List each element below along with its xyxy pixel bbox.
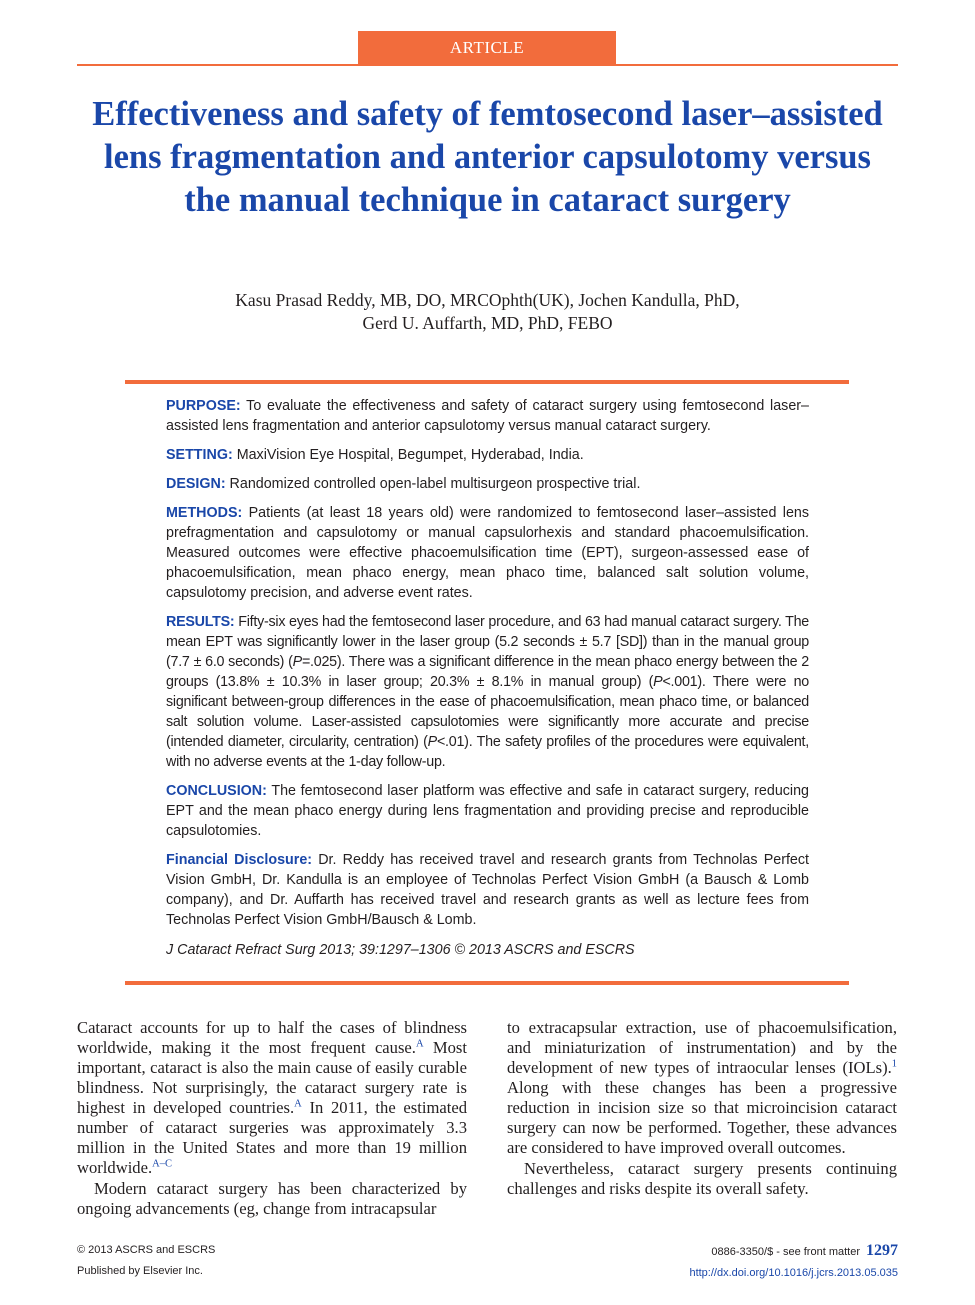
methods-text: Patients (at least 18 years old) were randomized to femtosecond laser–assisted lens prefragmentation and capsulotomy or manual capsulorhexis and standard phacoemulsification. Measured outcomes were effective phacoemulsification time (EPT), surgeon-assessed ease of phacoemulsification, mean phaco energy, mean phaco time, balanced salt solution volume, capsulotomy precision, and adverse event rates. — [166, 505, 809, 601]
abstract-results — [166, 612, 809, 772]
p-value-symbol: P — [427, 734, 437, 750]
purpose-text: To evaluate the effectiveness and safety of cataract surgery using femtosecond laser–assisted lens fragmentation and anterior capsulotomy versus manual cataract surgery. — [166, 398, 809, 434]
abstract-top-divider — [125, 380, 849, 384]
body-column-right — [507, 1018, 897, 1199]
disclosure-heading: Financial Disclosure: — [166, 852, 313, 868]
methods-heading: METHODS: — [166, 505, 243, 521]
design-heading: DESIGN: — [166, 476, 226, 492]
doi-link[interactable]: http://dx.doi.org/10.1016/j.jcrs.2013.05.035 — [689, 1267, 898, 1279]
results-text-1: Fifty-six eyes had the femtosecond laser procedure, and 63 had manual cataract surgery. The mean EPT was significantly lower in the laser group (5.2 seconds ± 5.7 [SD]) than in the manual group (7.7 ± 6.0 seconds) ( — [166, 614, 809, 670]
results-text-4: <.01). The safety profiles of the procedures were equivalent, with no adverse events at the 1-day follow-up. — [166, 734, 810, 770]
footer-issn: 0886-3350/$ - see front matter — [711, 1246, 860, 1258]
reference-link[interactable]: A — [294, 1098, 302, 1110]
setting-heading: SETTING: — [166, 447, 233, 463]
abstract-setting — [166, 445, 809, 465]
conclusion-text: The femtosecond laser platform was effective and safe in cataract surgery, reducing EPT and the mean phaco energy during lens fragmentation and providing precise and reproducible capsulotomies. — [166, 783, 809, 839]
footer-issn-line — [689, 1240, 898, 1263]
setting-text: MaxiVision Eye Hospital, Begumpet, Hyderabad, India. — [232, 447, 584, 463]
footer-right — [689, 1240, 898, 1284]
intro-paragraph-3: Nevertheless, cataract surgery presents continuing challenges and risks despite its overall safety. — [507, 1159, 897, 1198]
reference-link[interactable]: 1 — [891, 1058, 897, 1070]
conclusion-heading: CONCLUSION: — [166, 783, 267, 799]
purpose-heading: PURPOSE: — [166, 398, 241, 414]
abstract — [166, 396, 809, 969]
author-list — [77, 289, 898, 335]
abstract-purpose — [166, 396, 809, 436]
author-line-2: Gerd U. Auffarth, MD, PhD, FEBO — [362, 313, 613, 333]
intro-paragraph-2-continued — [507, 1018, 897, 1158]
design-text: Randomized controlled open-label multisurgeon prospective trial. — [225, 476, 641, 492]
footer-left — [77, 1240, 215, 1282]
abstract-design — [166, 474, 809, 494]
intro-text: Cataract accounts for up to half the cases of blindness worldwide, making it the most frequent cause. — [77, 1018, 467, 1057]
footer-copyright: © 2013 ASCRS and ESCRS — [77, 1244, 216, 1256]
reference-link[interactable]: A–C — [152, 1158, 172, 1170]
footer-publisher: Published by Elsevier Inc. — [77, 1265, 203, 1277]
intro-paragraph-2: Modern cataract surgery has been characterized by ongoing advancements (eg, change from intracapsular — [77, 1179, 467, 1218]
top-divider — [77, 64, 898, 66]
abstract-bottom-divider — [125, 981, 849, 985]
intro-text: Most important, cataract is also the main cause of easily curable blindness. Not surprisingly, the cataract surgery rate is highest in developed countries. — [77, 1038, 467, 1117]
intro-paragraph-1 — [77, 1018, 467, 1178]
abstract-conclusion — [166, 781, 809, 841]
reference-link[interactable]: A — [415, 1038, 424, 1050]
p-value-symbol: P — [653, 674, 663, 690]
intro-text: In 2011, the estimated number of cataract surgeries was approximately 3.3 million in the United States and more than 19 million worldwide. — [77, 1098, 468, 1177]
article-section-label: ARTICLE — [358, 31, 616, 65]
author-line-1: Kasu Prasad Reddy, MB, DO, MRCOphth(UK), Jochen Kandulla, PhD, — [235, 290, 740, 310]
abstract-methods — [166, 503, 809, 603]
results-heading: RESULTS: — [166, 614, 235, 630]
intro-text: to extracapsular extraction, use of phacoemulsification, and miniaturization of instrumentation) and by the development of new types of intraocular lenses (IOLs). — [507, 1018, 897, 1077]
article-title: Effectiveness and safety of femtosecond laser–assisted lens fragmentation and anterior capsulotomy versus the manual technique in cataract surgery — [92, 95, 883, 219]
journal-citation: J Cataract Refract Surg 2013; 39:1297–1306 © 2013 ASCRS and ESCRS — [166, 942, 635, 958]
intro-text: Along with these changes has been a progressive reduction in incision size so that microincision cataract surgery can now be performed. Together, these advances are considered to have improved overall outcomes. — [507, 1078, 897, 1157]
page-number: 1297 — [866, 1242, 898, 1259]
abstract-disclosure — [166, 850, 809, 930]
results-text-2: =.025). There was a significant difference in the mean phaco energy between the 2 groups (13.8% ± 10.3% in laser group; 20.3% ± 8.1% in manual group) ( — [166, 654, 809, 690]
results-text-3: <.001). There were no significant between-group differences in the ease of phacoemulsification, mean phaco time, or balanced salt solution volume. Laser-assisted capsulotomies were significantly more accurate and precise (intended diameter, circularity, centration) ( — [166, 674, 809, 750]
body-column-left — [77, 1018, 467, 1219]
p-value-symbol: P — [292, 654, 302, 670]
disclosure-text: Dr. Reddy has received travel and research grants from Technolas Perfect Vision GmbH, Dr. Kandulla is an employee of Technolas Perfect Vision GmbH (a Bausch & Lomb company), and Dr. Auffarth has received travel and research grants as well as lecture fees from Technolas Perfect Vision GmbH/Bausch & Lomb. — [166, 852, 809, 928]
